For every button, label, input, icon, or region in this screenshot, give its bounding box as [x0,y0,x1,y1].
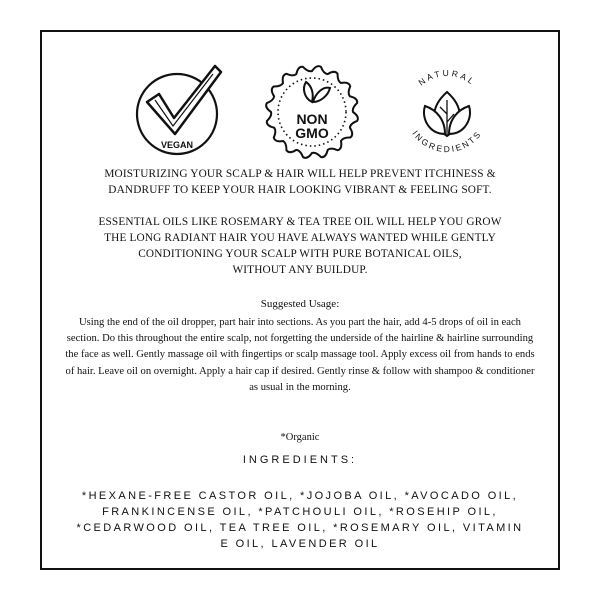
paragraph-line: MOISTURIZING YOUR SCALP & HAIR WILL HELP PREVENT ITCHINESS & [104,168,496,180]
moisturizing-paragraph [42,166,558,198]
paragraph-line: DANDRUFF TO KEEP YOUR HAIR LOOKING VIBRANT & FEELING SOFT. [108,184,492,196]
badge-row [42,52,558,172]
paragraph-line: WITHOUT ANY BUILDUP. [232,264,368,276]
non-text: NON [296,111,328,127]
vegan-check-icon [117,52,237,172]
vegan-badge [117,52,237,172]
natural-leaves-icon [387,52,507,172]
leaf-left-icon [304,82,313,102]
usage-title: Suggested Usage: [260,298,340,310]
natural-ingredients-badge [387,52,507,172]
usage-instructions: Using the end of the oil dropper, part hair into sections. As you part the hair, add 4-5 drops of oil in each section. Do this throughout the entire scalp, not forgetting the underside of the hairline & hairline surrounding the face as well. Gently massage oil with fingertips or scalp massage tool. Apply excess oil from hands to ends of hair. Leave oil on overnight. Apply a hair cap if desired. Gently rinse & follow with shampoo & conditioner as usual in the morning. [65,317,535,393]
paragraph-line: CONDITIONING YOUR SCALP WITH PURE BOTANICAL OILS, [138,248,462,260]
gmo-text: GMO [295,125,329,141]
ingredients-arc-text: INGREDIENTS [410,128,484,155]
vegan-text: VEGAN [160,140,194,150]
ingredients-title: INGREDIENTS: [242,454,358,466]
ingredients-list: *HEXANE-FREE CASTOR OIL, *JOJOBA OIL, *AVOCADO OIL, FRANKINCENSE OIL, *PATCHOULI OIL, *ROSEHIP OIL, *CEDARWOOD OIL, TEA TREE OIL, *ROSEMARY OIL, VITAMIN E OIL, LAVENDER OIL [76,490,524,550]
non-gmo-badge [252,52,372,172]
label-frame [40,30,560,570]
essential-oils-paragraph [42,214,558,278]
paragraph-line: THE LONG RADIANT HAIR YOU HAVE ALWAYS WANTED WHILE GENTLY [104,232,496,244]
leaf-right-icon [313,88,330,102]
non-gmo-seal-icon [252,52,372,172]
organic-note: *Organic [280,432,320,443]
svg-text:NATURAL [416,68,477,88]
paragraph-line: ESSENTIAL OILS LIKE ROSEMARY & TEA TREE OIL WILL HELP YOU GROW [98,216,502,228]
natural-arc-text: NATURAL [416,67,478,88]
